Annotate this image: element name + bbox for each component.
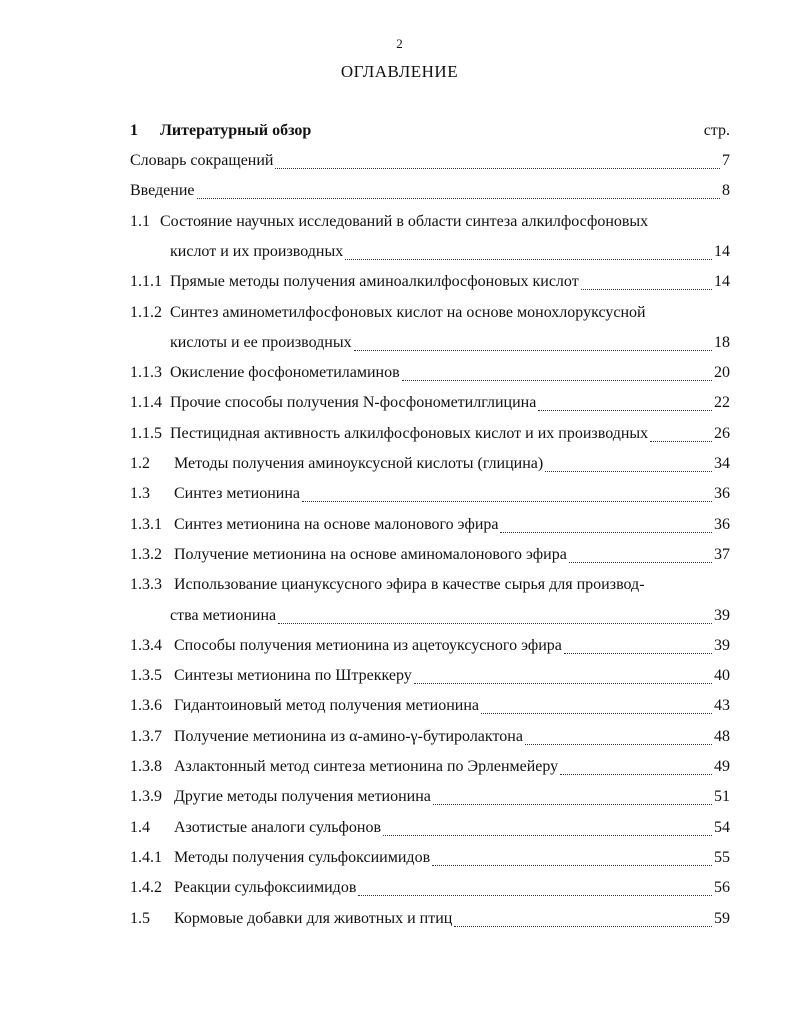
toc-dot-leader <box>545 471 712 472</box>
page-column-label: стр. <box>703 122 730 139</box>
toc-entry <box>130 576 730 598</box>
toc-entry-number: 1.4.2 <box>130 879 162 897</box>
toc-dot-leader <box>197 198 721 199</box>
toc-entry-title: Окисление фосфонометиламинов <box>170 364 400 382</box>
toc-entry-number: 1.3.5 <box>130 667 162 685</box>
toc-entry-page: 8 <box>722 182 730 200</box>
toc-entry <box>130 273 730 295</box>
toc-entry-title: Другие методы получения метионина <box>174 788 431 806</box>
toc-entry-number: 1.5 <box>130 909 150 927</box>
toc-dot-leader <box>500 532 712 533</box>
toc-entry-title: Прямые методы получения аминоалкилфосфоновых кислот <box>170 273 579 291</box>
toc-entry-page: 39 <box>714 636 730 654</box>
toc-entry-number: 1.1.3 <box>130 364 162 382</box>
toc-entry-page: 55 <box>714 848 730 866</box>
toc-entry-page: 14 <box>714 273 730 291</box>
toc-entry-number: 1.3.9 <box>130 788 162 806</box>
toc-dot-leader <box>275 168 720 169</box>
toc-dot-leader <box>414 683 712 684</box>
toc-dot-leader <box>581 289 712 290</box>
toc-entry-title: Получение метионина из α-амино-γ-бутиролактона <box>174 727 523 745</box>
toc-entry-title: Использование циануксусного эфира в качестве сырья для производ- <box>174 576 645 594</box>
toc-entry-page: 49 <box>714 758 730 775</box>
toc-entry <box>130 152 730 174</box>
toc-entry-page: 40 <box>714 667 730 685</box>
toc-dot-leader <box>383 835 712 836</box>
toc-entry-title: Методы получения сульфоксиимидов <box>174 848 431 866</box>
section-heading <box>130 122 730 140</box>
toc-entry-title: Прочие способы получения N-фосфонометилглицина <box>170 394 537 412</box>
page-title: ОГЛАВЛЕНИЕ <box>340 62 459 81</box>
section-number: 1 <box>130 122 138 139</box>
toc-entry-title: Азлактонный метод синтеза метионина по Эрленмейеру <box>174 758 559 775</box>
toc-dot-leader <box>433 804 712 805</box>
toc-entry-title: Синтез аминометилфосфоновых кислот на основе монохлоруксусной <box>170 303 646 321</box>
toc-entry <box>130 213 730 235</box>
toc-entry-title-continued: кислоты и ее производных <box>170 333 352 351</box>
toc-entry-title: Синтезы метионина по Штреккеру <box>174 667 412 685</box>
toc-dot-leader <box>650 441 712 442</box>
toc-entry <box>130 455 730 477</box>
toc-entry-title: Синтез метионина <box>174 485 300 503</box>
toc-dot-leader <box>454 926 712 927</box>
toc-entry-number: 1.3.6 <box>130 697 162 715</box>
toc-entry-page: 54 <box>714 818 730 836</box>
toc-entry-continuation <box>170 334 730 356</box>
toc-dot-leader <box>538 410 712 411</box>
toc-entry-title: Синтез метионина на основе малонового эфира <box>174 515 499 533</box>
toc-entry-page: 14 <box>714 242 730 260</box>
toc-entry-page: 37 <box>714 545 730 563</box>
toc-dot-leader <box>569 562 712 563</box>
toc-entry <box>130 516 730 538</box>
toc-entry-page: 26 <box>714 424 730 442</box>
toc-entry <box>130 304 730 326</box>
toc-entry <box>130 849 730 871</box>
toc-entry-number: 1.4.1 <box>130 848 162 866</box>
toc-dot-leader <box>278 623 712 624</box>
toc-entry-title-continued: кислот и их производных <box>170 242 344 260</box>
toc-entry-continuation <box>170 243 730 265</box>
toc-entry <box>130 425 730 447</box>
toc-entry <box>130 697 730 719</box>
toc-dot-leader <box>354 350 712 351</box>
toc-entry-number: 1.2 <box>130 455 150 472</box>
toc-entry-page: 56 <box>714 879 730 897</box>
toc-dot-leader <box>432 865 712 866</box>
toc-entry-page: 48 <box>714 727 730 745</box>
toc-entry <box>130 637 730 659</box>
toc-dot-leader <box>402 380 712 381</box>
toc-dot-leader <box>525 744 712 745</box>
toc-entry <box>130 182 730 204</box>
toc-entry-title: Реакции сульфоксиимидов <box>174 879 357 897</box>
toc-entry-number: 1.1 <box>130 212 150 230</box>
toc-entry <box>130 728 730 750</box>
toc-entry-page: 43 <box>714 697 730 715</box>
toc-entry-page: 34 <box>714 455 730 472</box>
toc-dot-leader <box>302 501 712 502</box>
toc-entry-continuation <box>170 607 730 629</box>
toc-entry-number: 1.1.5 <box>130 424 162 442</box>
toc-entry-number: 1.3.7 <box>130 727 162 745</box>
toc-entry-page: 51 <box>714 788 730 806</box>
toc-entry <box>130 394 730 416</box>
toc-entry <box>130 788 730 810</box>
toc-entry-number: 1.3 <box>130 485 150 503</box>
toc-entry <box>130 364 730 386</box>
toc-entry-number: 1.1.1 <box>130 273 162 291</box>
toc-entry-page: 22 <box>714 394 730 412</box>
toc-entry <box>130 546 730 568</box>
page-number: 2 <box>396 36 403 51</box>
toc-entry-title: Кормовые добавки для животных и птиц <box>174 909 453 927</box>
toc-entry-number: 1.1.2 <box>130 303 162 321</box>
toc-entry-title-continued: ства метионина <box>170 606 277 624</box>
toc-entry-number: 1.4 <box>130 818 150 836</box>
toc-dot-leader <box>345 259 712 260</box>
toc-entry-title: Азотистые аналоги сульфонов <box>174 818 382 836</box>
toc-entry <box>130 910 730 932</box>
toc-entry <box>130 819 730 841</box>
toc-entry <box>130 485 730 507</box>
toc-entry-number: 1.3.4 <box>130 636 162 654</box>
toc-entry-title: Состояние научных исследований в области синтеза алкилфосфоновых <box>160 212 649 230</box>
toc-entry-number: 1.3.1 <box>130 515 162 533</box>
toc-entry-number: 1.3.8 <box>130 758 162 775</box>
toc-entry-title: Получение метионина на основе аминомалонового эфира <box>174 545 567 563</box>
toc-entry-title: Введение <box>130 182 195 200</box>
toc-entry-number: 1.1.4 <box>130 394 162 412</box>
toc-entry-page: 20 <box>714 364 730 382</box>
toc-entry-page: 59 <box>714 909 730 927</box>
toc-entry-page: 36 <box>714 485 730 503</box>
toc-entry-page: 39 <box>714 606 730 624</box>
toc-entry-title: Пестицидная активность алкилфосфоновых кислот и их производных <box>170 424 649 442</box>
toc-entry-number: 1.3.3 <box>130 576 162 594</box>
toc-entry-page: 18 <box>714 333 730 351</box>
section-title: Литературный обзор <box>160 122 312 139</box>
toc-dot-leader <box>481 713 712 714</box>
toc-entry-page: 7 <box>722 152 730 169</box>
toc-entry-page: 36 <box>714 515 730 533</box>
toc-dot-leader <box>560 774 712 775</box>
toc-entry-title: Методы получения аминоуксусной кислоты (глицина) <box>174 455 544 472</box>
toc-entry-title: Способы получения метионина из ацетоуксусного эфира <box>174 636 562 654</box>
toc-entry-title: Словарь сокращений <box>130 152 274 169</box>
toc-dot-leader <box>358 895 712 896</box>
toc-dot-leader <box>564 653 712 654</box>
toc-entry-number: 1.3.2 <box>130 545 162 563</box>
toc-entry-title: Гидантоиновый метод получения метионина <box>174 697 480 715</box>
toc-entry <box>130 879 730 901</box>
toc-entry <box>130 758 730 780</box>
toc-entry <box>130 667 730 689</box>
